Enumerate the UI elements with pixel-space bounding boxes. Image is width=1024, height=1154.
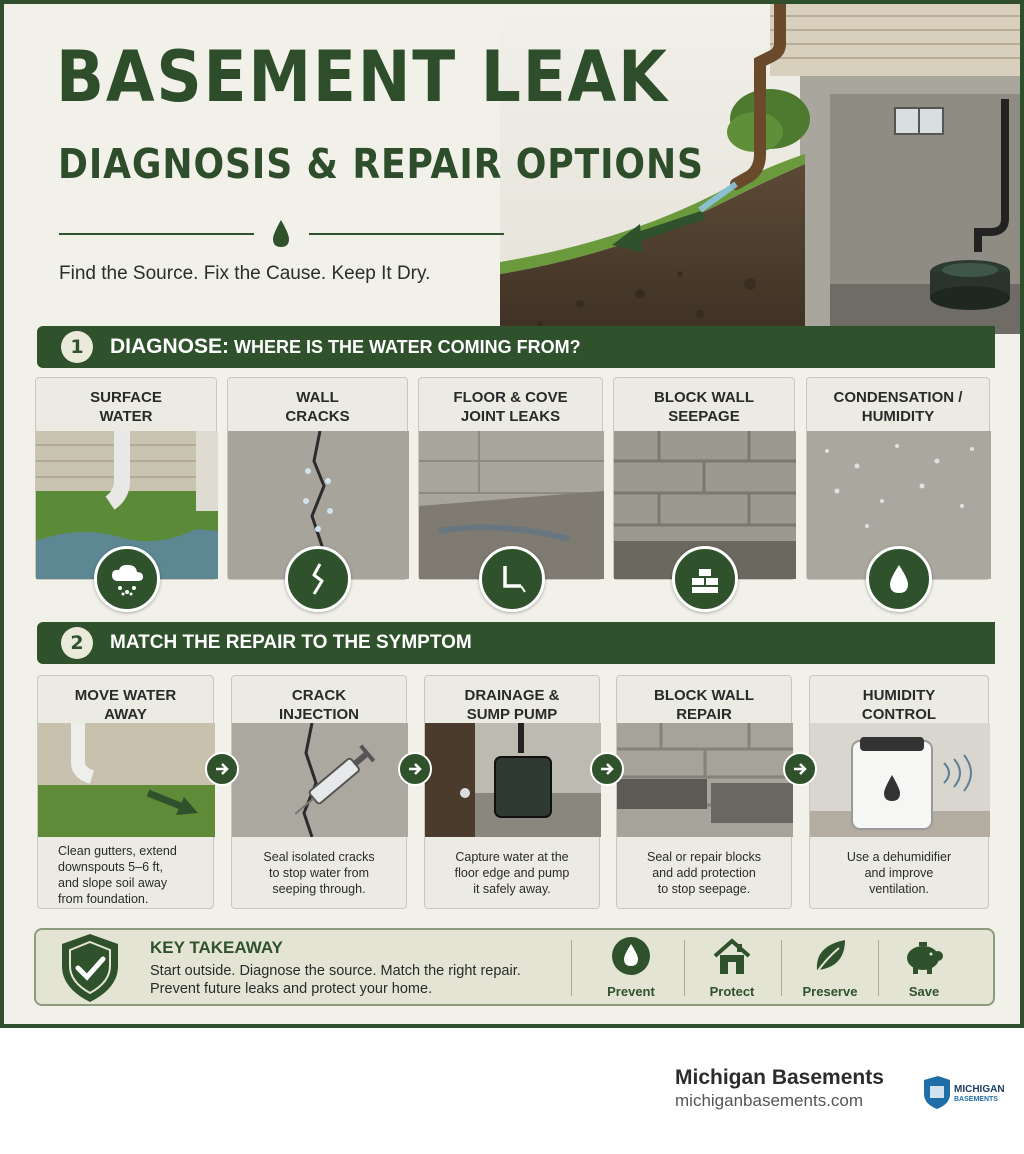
crack-icon — [285, 546, 351, 612]
diagnose-card-wall-cracks: WALL CRACKS — [227, 377, 408, 580]
takeaway-line-2: Prevent future leaks and protect your home. — [150, 981, 433, 997]
water-drop-icon — [273, 220, 289, 247]
sump-pump-illustration — [425, 723, 601, 837]
tagline: Find the Source. Fix the Cause. Keep It Dry. — [59, 263, 431, 284]
takeaway-item-prevent: Prevent — [586, 936, 676, 999]
logo-text-line-2: BASEMENTS — [954, 1096, 998, 1103]
corner-joint-icon — [479, 546, 545, 612]
title-divider — [59, 216, 504, 252]
takeaway-title: KEY TAKEAWAY — [150, 938, 283, 957]
water-drop-icon — [866, 546, 932, 612]
main-title: BASEMENT LEAK — [56, 36, 669, 118]
next-arrow-icon — [398, 752, 432, 786]
next-arrow-icon — [205, 752, 239, 786]
diagnose-card-floor-cove-joint: FLOOR & COVE JOINT LEAKS — [418, 377, 603, 580]
repair-card-humidity-control: HUMIDITY CONTROL Use a dehumidifier and improve ventilation. — [809, 675, 989, 909]
step-number: 1 — [61, 331, 93, 363]
diagnose-card-condensation: CONDENSATION / HUMIDITY — [806, 377, 990, 580]
shield-check-icon — [58, 932, 122, 1004]
move-water-illustration — [38, 723, 215, 837]
dehumidifier-illustration — [810, 723, 990, 837]
house-icon — [711, 936, 753, 976]
repair-card-crack-injection: CRACK INJECTION Seal isolated cracks to stop water from seeping through. — [231, 675, 407, 909]
takeaway-item-preserve: Preserve — [785, 936, 875, 999]
repair-card-block-wall: BLOCK WALL REPAIR Seal or repair blocks and add protection to stop seepage. — [616, 675, 792, 909]
next-arrow-icon — [590, 752, 624, 786]
takeaway-item-save: Save — [879, 936, 969, 999]
diagnose-card-surface-water: SURFACE WATER — [35, 377, 217, 580]
piggy-bank-icon — [901, 936, 947, 976]
diagnose-card-block-wall-seepage: BLOCK WALL SEEPAGE — [613, 377, 795, 580]
section-title: MATCH THE REPAIR TO THE SYMPTOM — [110, 632, 472, 653]
water-drop-icon — [610, 936, 652, 976]
step-number: 2 — [61, 627, 93, 659]
main-subtitle: DIAGNOSIS & REPAIR OPTIONS — [58, 140, 704, 188]
crack-injection-illustration — [232, 723, 408, 837]
section-2-header — [37, 622, 995, 664]
brand-name: Michigan Basements — [675, 1066, 884, 1089]
takeaway-line-1: Start outside. Diagnose the source. Match the right repair. — [150, 963, 521, 979]
next-arrow-icon — [783, 752, 817, 786]
logo-text-line-1: MICHIGAN — [954, 1084, 1005, 1095]
blocks-icon — [672, 546, 738, 612]
block-repair-illustration — [617, 723, 793, 837]
leaf-icon — [809, 936, 851, 976]
key-takeaway-panel — [34, 928, 995, 1006]
repair-card-drainage-sump: DRAINAGE & SUMP PUMP Capture water at the floor edge and pump it safely away. — [424, 675, 600, 909]
takeaway-item-protect: Protect — [687, 936, 777, 999]
brand-url[interactable]: michiganbasements.com — [675, 1091, 864, 1110]
section-title: WHERE IS THE WATER COMING FROM? — [229, 337, 581, 357]
section-lead: DIAGNOSE: — [110, 335, 230, 358]
section-1-header — [37, 326, 995, 368]
rain-cloud-icon — [94, 546, 160, 612]
repair-card-move-water: MOVE WATER AWAY Clean gutters, extend downspouts 5–6 ft, and slope soil away from foundation. — [37, 675, 214, 909]
michigan-basements-logo — [920, 1074, 1006, 1110]
